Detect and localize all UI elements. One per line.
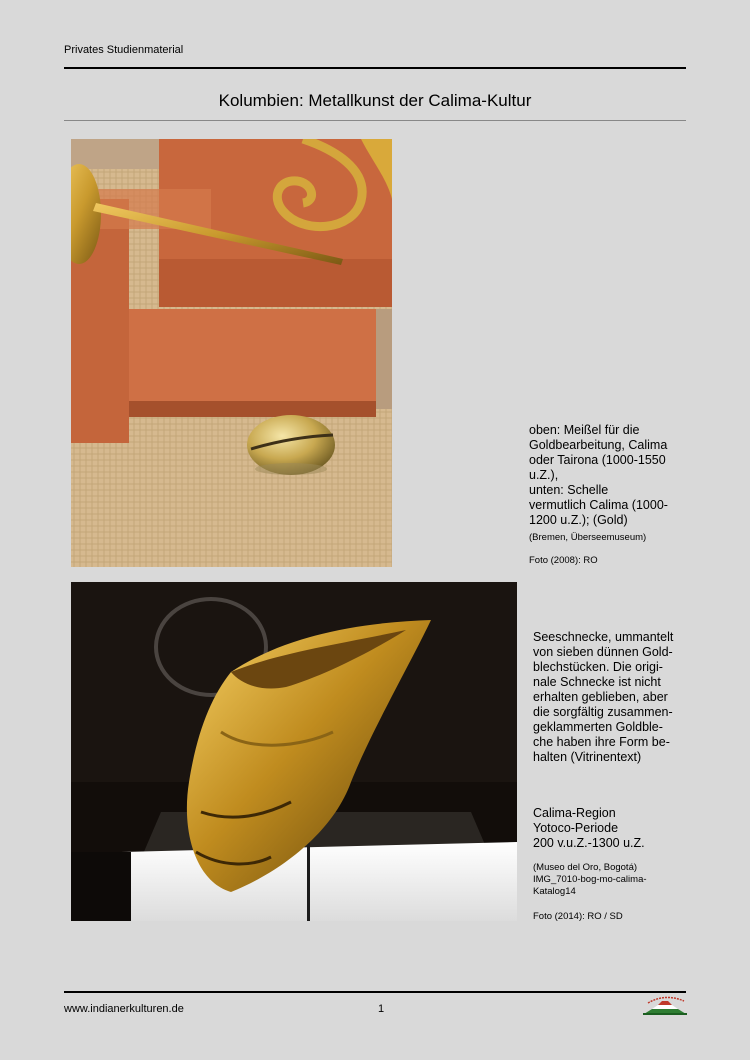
header-rule xyxy=(64,67,686,69)
caption-desc-line: halten (Vitrinentext) xyxy=(533,750,642,764)
caption-top-line: oben: Meißel für die xyxy=(529,423,640,437)
caption-top-museum: (Bremen, Überseemuseum) xyxy=(529,532,647,543)
caption-desc-line: Seeschnecke, ummantelt xyxy=(533,630,674,644)
caption-region-line: Yotoco-Periode xyxy=(533,821,619,835)
caption-museum-line: (Museo del Oro, Bogotá) xyxy=(533,862,638,873)
caption-top-line: oder Tairona (1000-1550 xyxy=(529,453,666,467)
caption-desc-line: erhalten geblieben, aber xyxy=(533,690,668,704)
caption-snail-region xyxy=(533,806,683,851)
footer-url[interactable]: www.indianerkulturen.de xyxy=(64,1003,184,1015)
photo-chisel-and-bell xyxy=(71,139,392,567)
caption-snail-description xyxy=(533,630,683,765)
caption-snail-museum xyxy=(533,862,683,898)
caption-museum-line: Katalog14 xyxy=(533,886,576,897)
caption-top xyxy=(529,423,679,568)
header-label: Privates Studienmaterial xyxy=(64,44,184,56)
caption-top-line: Goldbearbeitung, Calima xyxy=(529,438,668,452)
caption-desc-line: nale Schnecke ist nicht xyxy=(533,675,661,689)
footer-rule xyxy=(64,991,686,993)
photo-gold-sea-snail xyxy=(71,582,517,921)
caption-desc-line: die sorgfältig zusammen- xyxy=(533,705,673,719)
caption-desc-line: geklammerten Goldble- xyxy=(533,720,663,734)
caption-top-credit: Foto (2008): RO xyxy=(529,555,598,566)
caption-top-line: 1200 u.Z.); (Gold) xyxy=(529,513,628,527)
caption-desc-line: von sieben dünnen Gold- xyxy=(533,645,673,659)
page-number: 1 xyxy=(378,1003,385,1015)
caption-snail-credit: Foto (2014): RO / SD xyxy=(533,911,623,922)
caption-region-line: Calima-Region xyxy=(533,806,616,820)
page-title: Kolumbien: Metallkunst der Calima-Kultur xyxy=(218,91,532,110)
caption-top-line: u.Z.), xyxy=(529,468,559,482)
caption-museum-line: IMG_7010-bog-mo-calima- xyxy=(533,874,647,885)
caption-top-line: vermutlich Calima (1000- xyxy=(529,498,668,512)
pyramid-logo-icon xyxy=(642,995,688,1015)
caption-top-line: unten: Schelle xyxy=(529,483,609,497)
caption-desc-line: che haben ihre Form be- xyxy=(533,735,670,749)
title-rule xyxy=(64,120,686,121)
caption-region-line: 200 v.u.Z.-1300 u.Z. xyxy=(533,836,645,850)
caption-desc-line: blechstücken. Die origi- xyxy=(533,660,663,674)
